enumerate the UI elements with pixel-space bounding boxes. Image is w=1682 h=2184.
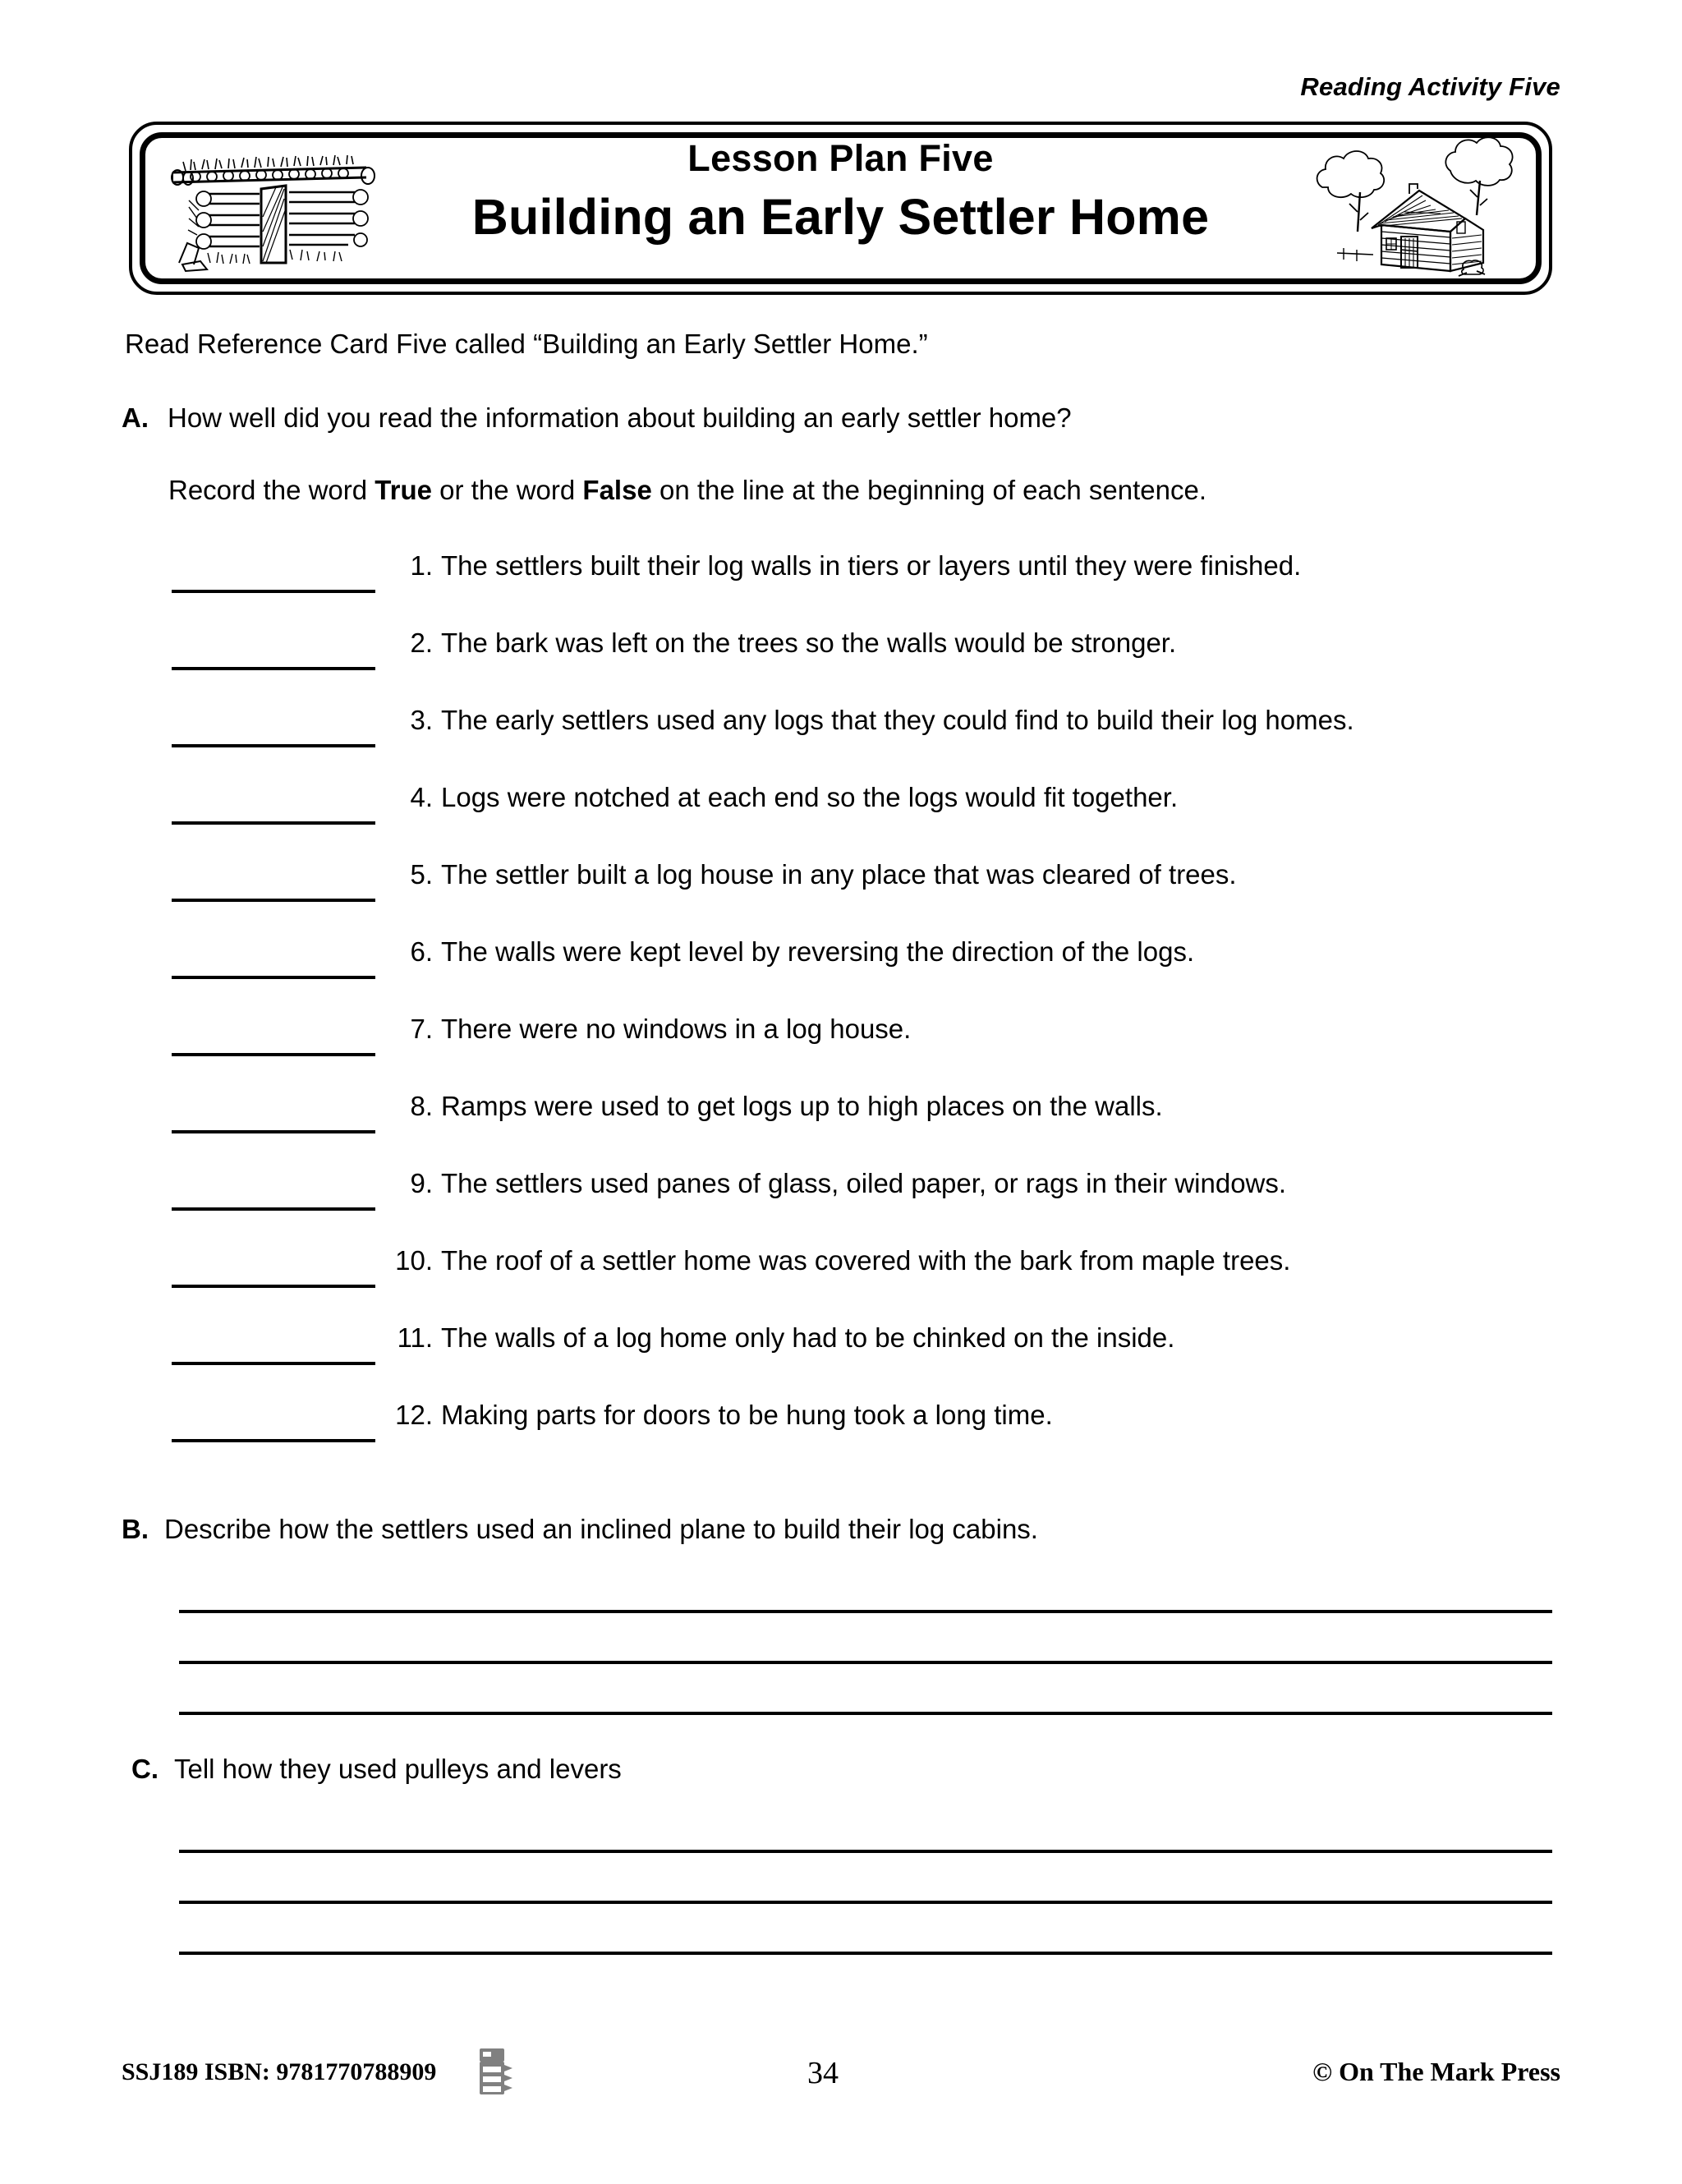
section-c-question [131,1754,622,1785]
item-number: 3. [410,705,433,735]
section-b-marker: B. [122,1514,149,1544]
answer-line[interactable] [179,1664,1552,1715]
answer-blank-12[interactable] [168,1409,384,1442]
list-item [168,1401,1565,1478]
item-number: 7. [410,1014,433,1044]
item-number: 10. [395,1245,433,1276]
section-b-question [122,1514,1038,1545]
item-number: 9. [410,1168,433,1198]
list-item [168,1092,1565,1170]
lesson-plan-label: Lesson Plan Five [687,137,994,179]
section-a-question-text: How well did you read the information about building an early settler home? [168,402,1072,433]
answer-blank-5[interactable] [168,869,384,902]
item-text: The settlers used panes of glass, oiled paper, or rags in their windows. [441,1168,1287,1198]
answer-blank-10[interactable] [168,1255,384,1288]
list-item [168,629,1565,706]
answer-blank-11[interactable] [168,1332,384,1365]
answer-line[interactable] [179,1802,1552,1853]
answer-blank-1[interactable] [168,560,384,593]
item-text: The bark was left on the trees so the walls would be stronger. [441,628,1177,658]
section-a-question [122,402,1072,434]
item-number: 4. [410,782,433,812]
item-number: 2. [410,628,433,658]
answer-line[interactable] [179,1613,1552,1664]
answer-blank-3[interactable] [168,715,384,747]
footer-copyright: © On The Mark Press [1312,2057,1560,2086]
section-b-question-text: Describe how the settlers used an inclined plane to build their log cabins. [164,1514,1038,1544]
instruction-part-1: Record the word [168,475,375,505]
answer-blank-9[interactable] [168,1178,384,1211]
item-text: The early settlers used any logs that they could find to build their log homes. [441,705,1354,735]
footer-code-isbn: SSJ189 ISBN: 9781770788909 [122,2058,437,2085]
printer-icon [475,2047,519,2098]
true-false-list [168,552,1565,1478]
answer-blank-8[interactable] [168,1101,384,1133]
answer-blank-4[interactable] [168,792,384,825]
banner-title-block [132,136,1549,248]
item-text: The walls were kept level by reversing the direction of the logs. [441,936,1195,967]
list-item [168,938,1565,1015]
answer-line[interactable] [179,1853,1552,1904]
intro-instruction: Read Reference Card Five called “Building an Early Settler Home.” [125,329,928,359]
item-text: The settlers built their log walls in tiers or layers until they were finished. [441,550,1302,581]
item-number: 12. [395,1400,433,1430]
answer-line[interactable] [179,1562,1552,1613]
item-number: 1. [410,550,433,581]
instruction-true-word: True [375,475,432,505]
item-text: Logs were notched at each end so the logs would fit together. [441,782,1179,812]
item-number: 5. [410,859,433,890]
instruction-false-word: False [582,475,652,505]
list-item [168,1015,1565,1092]
item-number: 8. [410,1091,433,1121]
answer-line[interactable] [179,1904,1552,1955]
instruction-part-3: on the line at the beginning of each sentence. [651,475,1206,505]
section-b-answer-area [179,1562,1552,1715]
item-number: 6. [410,936,433,967]
section-c-marker: C. [131,1754,159,1784]
list-item [168,861,1565,938]
page-title: Building an Early Settler Home [471,189,1210,246]
item-text: The roof of a settler home was covered with the bark from maple trees. [441,1245,1291,1276]
item-text: The settler built a log house in any place that was cleared of trees. [441,859,1237,890]
item-text: There were no windows in a log house. [441,1014,912,1044]
page-number: 34 [807,2056,839,2090]
section-a-instruction [168,475,1206,506]
title-banner [129,122,1552,295]
answer-blank-7[interactable] [168,1023,384,1056]
list-item [168,1170,1565,1247]
list-item [168,552,1565,629]
item-text: The walls of a log home only had to be chinked on the inside. [441,1322,1175,1353]
list-item [168,784,1565,861]
section-c-question-text: Tell how they used pulleys and levers [174,1754,622,1784]
item-text: Ramps were used to get logs up to high places on the walls. [441,1091,1163,1121]
answer-blank-2[interactable] [168,637,384,670]
item-number: 11. [397,1322,433,1353]
section-a-marker: A. [122,402,149,433]
item-text: Making parts for doors to be hung took a long time. [441,1400,1053,1430]
list-item [168,706,1565,784]
list-item [168,1324,1565,1401]
list-item [168,1247,1565,1324]
section-c-answer-area [179,1802,1552,1955]
running-head: Reading Activity Five [1300,72,1560,101]
answer-blank-6[interactable] [168,946,384,979]
instruction-part-2: or the word [432,475,583,505]
